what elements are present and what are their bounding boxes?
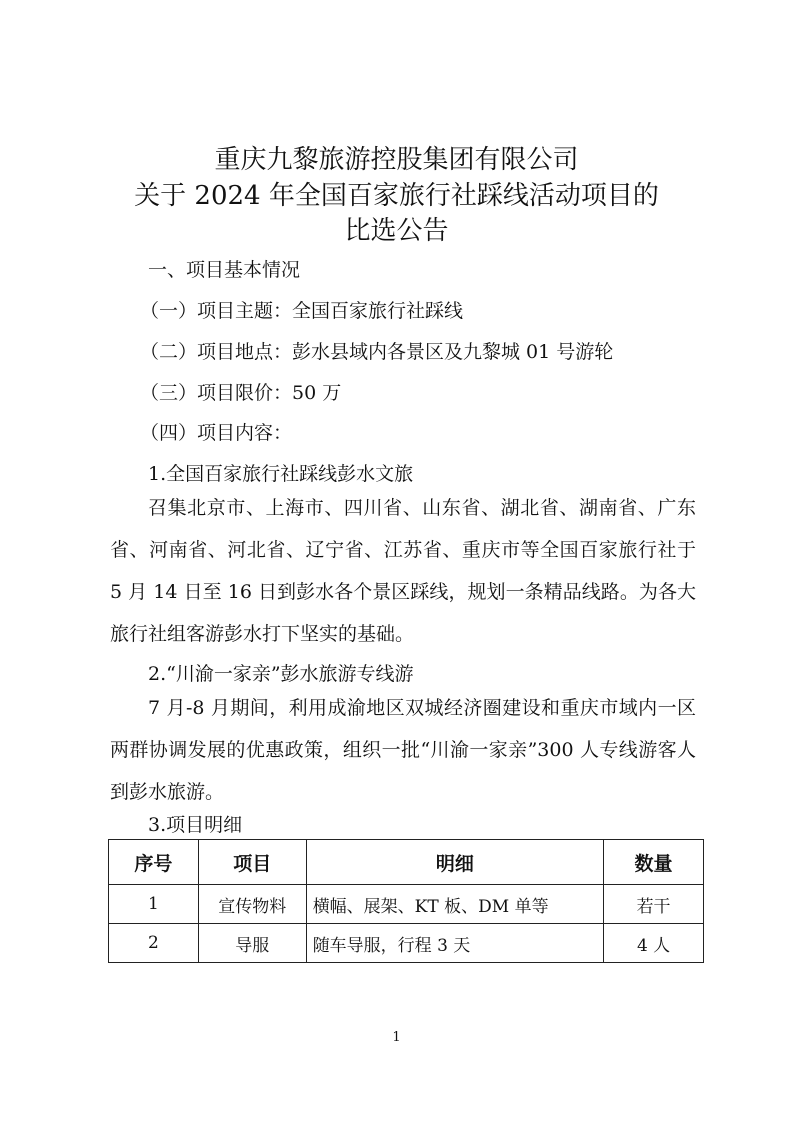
item-location: （二）项目地点：彭水县域内各景区及九黎城 01 号游轮 <box>140 341 614 363</box>
item-price-limit: （三）项目限价：50 万 <box>140 382 342 404</box>
subsection-2-title: 2.“川渝一家亲”彭水旅游专线游 <box>148 663 414 685</box>
subsection-1-title: 1.全国百家旅行社踩线彭水文旅 <box>148 463 414 485</box>
table-row <box>109 885 704 924</box>
header-index: 序号 <box>109 840 199 885</box>
subsection-2-body: 7 月-8 月期间，利用成渝地区双城经济圈建设和重庆市域内一区两群协调发展的优惠政策，组织一批“川渝一家亲”300 人专线游客人到彭水旅游。 <box>110 697 696 803</box>
subsection-3-title: 3.项目明细 <box>148 814 243 836</box>
header-detail: 明细 <box>306 840 603 885</box>
item-content: （四）项目内容： <box>140 422 293 444</box>
cell-item: 宣传物料 <box>198 885 306 924</box>
item-theme: （一）项目主题：全国百家旅行社踩线 <box>140 300 464 322</box>
title-line-1: 重庆九黎旅游控股集团有限公司 <box>214 145 579 175</box>
detail-table <box>108 839 704 963</box>
cell-item: 导服 <box>198 924 306 963</box>
section-heading: 一、项目基本情况 <box>148 259 301 281</box>
cell-index: 1 <box>109 885 199 924</box>
title-line-2: 关于 2024 年全国百家旅行社踩线活动项目的 <box>134 181 659 211</box>
page-number: 1 <box>392 1030 401 1045</box>
table-row <box>109 924 704 963</box>
cell-quantity: 若干 <box>604 885 704 924</box>
cell-detail: 随车导服，行程 3 天 <box>306 924 603 963</box>
cell-detail: 横幅、展架、KT 板、DM 单等 <box>306 885 603 924</box>
cell-quantity: 4 人 <box>604 924 704 963</box>
header-quantity: 数量 <box>604 840 704 885</box>
cell-index: 2 <box>109 924 199 963</box>
subsection-1-body: 召集北京市、上海市、四川省、山东省、湖北省、湖南省、广东省、河南省、河北省、辽宁省、江苏省、重庆市等全国百家旅行社于 5 月 14 日至 16 日到彭水各个景区踩线，规划一条精品线路。为各大旅行社组客游彭水打下坚实的基础。 <box>110 497 696 645</box>
title-line-3: 比选公告 <box>344 216 449 246</box>
table-header-row <box>109 840 704 885</box>
header-item: 项目 <box>198 840 306 885</box>
